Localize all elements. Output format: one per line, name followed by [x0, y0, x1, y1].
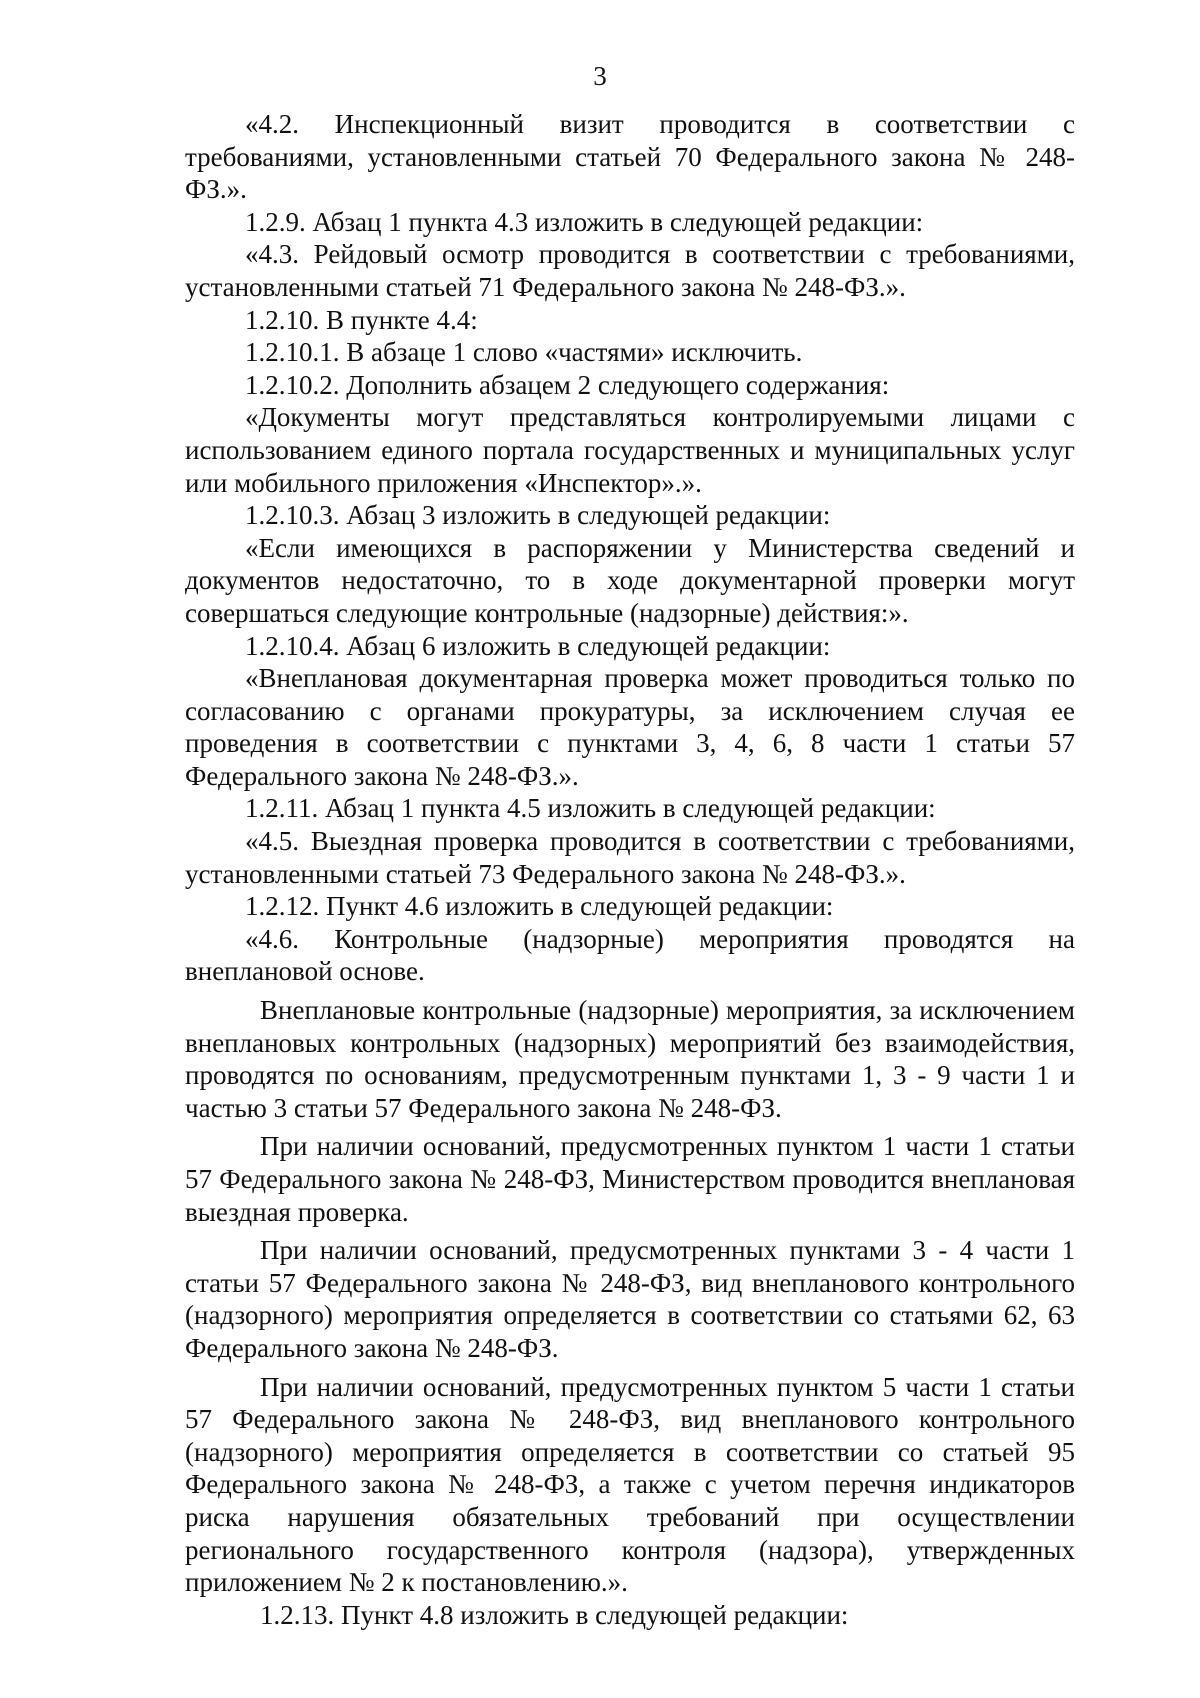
paragraph-4-3-quote: «4.3. Рейдовый осмотр проводится в соответствии с требованиями, установленными статьей 71 Федерального закона № 248-ФЗ.». [185, 239, 1075, 302]
paragraph-1-2-10-3: 1.2.10.3. Абзац 3 изложить в следующей редакции: [245, 500, 831, 531]
page-number: 3 [593, 61, 607, 91]
paragraph-1-2-12: 1.2.12. Пункт 4.6 изложить в следующей редакции: [245, 891, 834, 922]
paragraph-1-2-10-1: 1.2.10.1. В абзаце 1 слово «частями» исключить. [245, 337, 803, 368]
paragraph-4-2-quote: «4.2. Инспекционный визит проводится в соответствии с требованиями, установленными статьей 70 Федерального закона № 248-ФЗ.». [185, 109, 1075, 205]
paragraph-1-2-13: 1.2.13. Пункт 4.8 изложить в следующей редакции: [260, 1599, 849, 1630]
paragraph-4-6-quote: «4.6. Контрольные (надзорные) мероприятия проводятся на внеплановой основе. [185, 923, 1075, 987]
document-body [185, 108, 1075, 1631]
paragraph-documents-quote: «Документы могут представляться контролируемыми лицами с использованием единого портала государственных и муниципальных услуг или мобильного приложения «Инспектор».». [185, 402, 1075, 498]
paragraph-1-2-10-4: 1.2.10.4. Абзац 6 изложить в следующей редакции: [245, 630, 831, 661]
paragraph-1-2-9: 1.2.9. Абзац 1 пункта 4.3 изложить в следующей редакции: [245, 206, 924, 237]
paragraph-unscheduled-inspection-quote: «Внеплановая документарная проверка может проводиться только по согласованию с органами прокуратуры, за исключением случая ее проведения в соответствии с пунктами 3, 4, 6, 8 части 1 статьи 57 Федерального закона № 248-ФЗ.». [185, 663, 1075, 791]
paragraph-grounds-point-1: При наличии оснований, предусмотренных пунктом 1 части 1 статьи 57 Федерального закона № 248-ФЗ, Министерством проводится внеплановая выездная проверка. [185, 1131, 1075, 1227]
paragraph-1-2-10-2: 1.2.10.2. Дополнить абзацем 2 следующего содержания: [245, 369, 890, 400]
paragraph-grounds-point-5: При наличии оснований, предусмотренных пунктом 5 части 1 статьи 57 Федерального закона № 248-ФЗ, вид внепланового контрольного (надзорного) мероприятия определяется в соответствии со статьей 95 Федерального закона № 248-ФЗ, а также с учетом перечня индикаторов риска нарушения обязательных требований при осуществлении регионального государственного контроля (надзора), утвержденных приложением № 2 к постановлению.». [185, 1371, 1075, 1598]
paragraph-insufficient-quote: «Если имеющихся в распоряжении у Министерства сведений и документов недостаточно, то в ходе документарной проверки могут совершаться следующие контрольные (надзорные) действия:». [185, 532, 1075, 628]
paragraph-grounds-points-3-4: При наличии оснований, предусмотренных пунктами 3 - 4 части 1 статьи 57 Федерального закона № 248-ФЗ, вид внепланового контрольного (надзорного) мероприятия определяется в соответствии со статьями 62, 63 Федерального закона № 248-ФЗ. [185, 1235, 1075, 1363]
paragraph-unscheduled-measures: Внеплановые контрольные (надзорные) мероприятия, за исключением внеплановых контрольных (надзорных) мероприятий без взаимодействия, проводятся по основаниям, предусмотренным пунктами 1, 3 - 9 части 1 и частью 3 статьи 57 Федерального закона № 248-ФЗ. [185, 995, 1075, 1123]
paragraph-4-5-quote: «4.5. Выездная проверка проводится в соответствии с требованиями, установленными статьей 73 Федерального закона № 248-ФЗ.». [185, 826, 1075, 889]
paragraph-1-2-11: 1.2.11. Абзац 1 пункта 4.5 изложить в следующей редакции: [245, 793, 936, 824]
paragraph-1-2-10: 1.2.10. В пункте 4.4: [245, 304, 478, 335]
